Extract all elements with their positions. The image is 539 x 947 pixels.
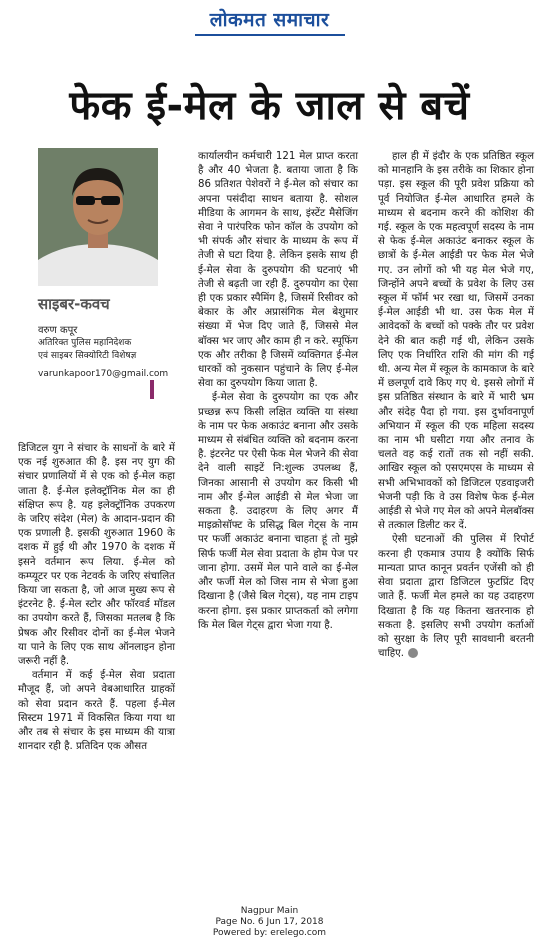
author-photo [38, 148, 158, 286]
masthead [0, 6, 539, 36]
author-byline [38, 324, 168, 381]
masthead-title: लोकमत समाचार [209, 9, 330, 31]
accent-bar [150, 380, 154, 399]
end-mark-icon [408, 648, 418, 658]
paragraph: ई-मेल सेवा के दुरुपयोग का एक और प्रच्छन्न रूप किसी लक्षित व्यक्ति या संस्था के नाम पर फेक अकाउंट बनाना और उसके माध्यम से संबंधित व्यक्ति को बदनाम करना है. इंटरनेट पर ऐसी फेक मेल भेजने की सेवा देने वाली साइटें नि:शुल्क उपलब्ध हैं, जिनका आसानी से उपयोग कर किसी भी नाम और ई-मेल आईडी से मेल भेजा जा सकता है. उदाहरण के लिए अगर मैं माइक्रोसॉफ्ट के प्रसिद्ध बिल गेट्स के नाम पर फर्जी अकाउंट बनाना चाहता हूं तो मुझे सिर्फ फर्जी मेल सेवा प्रदाता के होम पेज पर जाना होगा. उसमें मेल पाने वाले का ई-मेल और फर्जी मेल को जिस नाम से भेजा हुआ दिखाना है (जैसे बिल गेट्स), यह नाम टाइप करना होगा. इस प्रकार प्राप्तकर्ता को लगेगा कि मेल बिल गेट्स द्वारा भेजा गया है. [198, 392, 358, 631]
masthead-underline [195, 34, 345, 36]
page-footer [0, 906, 539, 939]
edition-name: Nagpur Main [240, 906, 299, 916]
paragraph [378, 533, 534, 661]
powered-by: Powered by: erelego.com [212, 928, 327, 938]
column-tag: साइबर-कवच [38, 295, 110, 313]
article-column-1 [18, 442, 175, 754]
page-info: Page No. 6 Jun 17, 2018 [215, 917, 324, 927]
article-headline: फेक ई-मेल के जाल से बचें [69, 83, 470, 129]
paragraph-text: ऐसी घटनाओं की पुलिस में रिपोर्ट करना ही एकमात्र उपाय है क्योंकि सिर्फ मान्यता प्राप्त कानून प्रवर्तन एजेंसी को ही सेवा प्रदाता द्वारा डिजिटल फुटप्रिंट दिए जाते हैं. फर्जी मेल हमले का यह उदाहरण दिखाता है कि यह कितना खतरनाक हो सकता है. इसलिए सभी उपयोग कर्ताओं को सुरक्षा के लिए पूरी सावधानी बरतनी चाहिए. [378, 534, 534, 660]
author-title-1: अतिरिक्त पुलिस महानिदेशक [38, 338, 132, 348]
article-column-3 [378, 150, 534, 661]
paragraph: वर्तमान में कई ई-मेल सेवा प्रदाता मौजूद हैं, जो अपने वेबआधारित ग्राहकों को सेवा प्रदान करते हैं. पहला ई-मेल सिस्टम 1971 में विकसित किया गया था और तब से संचार के इस माध्यम की यात्रा शानदार रही है. प्रतिदिन एक औसत [18, 670, 175, 753]
author-name: वरुण कपूर [38, 325, 78, 336]
article-column-2 [198, 150, 358, 633]
author-email: varunkapoor170@gmail.com [38, 369, 169, 379]
paragraph: डिजिटल युग ने संचार के साधनों के बारे में एक नई शुरुआत की है. इस नए युग की संचार प्रणालियों में से एक को ई-मेल कहा जाता है. ई-मेल इलेक्ट्रॉनिक मेल का ही संक्षिप्त रूप है. यह इलेक्ट्रॉनिक उपकरण के जरिए संदेश (मेल) के आदान-प्रदान की एक प्रणाली है. इसकी शुरुआत 1960 के दशक में हुई थी और 1970 के दशक में इसने वर्तमान रूप लिया. ई-मेल को कम्प्यूटर पर एक नेटवर्क के जरिए संचालित किया जा सकता है, जो आज मुख्य रूप से इंटरनेट है. ई-मेल स्टोर और फॉरवर्ड मॉडल का उपयोग करते हैं, जिसका मतलब है कि प्रेषक और रिसीवर दोनों का ई-मेल भेजने या पाने के लिए एक साथ ऑनलाइन होना जरूरी नहीं है. [18, 443, 175, 668]
author-portrait-illustration [38, 148, 158, 286]
paragraph: कार्यालयीन कर्मचारी 121 मेल प्राप्त करता है और 40 भेजता है. बताया जाता है कि 86 प्रतिशत पेशेवरों ने ई-मेल को संचार का अपना पसंदीदा साधन बताया है. सोशल मीडिया के आगमन के साथ, इंस्टेंट मैसेजिंग सेवा ने पारंपरिक फोन कॉल के उपयोग को भी संपर्क और संचार के माध्यम के रूप में तेजी से घटा दिया है. लेकिन इसके साथ ही ई-मेल सेवा के दुरुपयोग की घटनाएं भी तेजी से बढ़ती जा रही हैं. दुरुपयोग का ऐसा ही एक प्रकार स्पैमिंग है, जिसमें रिसीवर को बेकार के और अप्रासंगिक मेल बेशुमार संख्या में भेज दिए जाते हैं, जिससे मेल बॉक्स भर जाए और काम ही न करे. स्पूफिंग एक और तरीका है जिसमें व्यक्तिगत ई-मेल धारकों को नुकसान पहुंचाने के लिए ई-मेल सेवा का दुरुपयोग किया जाता है. [198, 151, 358, 390]
author-title-2: एवं साइबर सिक्योरिटी विशेषज्ञ [38, 351, 137, 361]
paragraph: हाल ही में इंदौर के एक प्रतिष्ठित स्कूल को मानहानि के इस तरीके का शिकार होना पड़ा. इस स्कूल की पूरी प्रवेश प्रक्रिया को पूर्व नियोजित ई-मेल आधारित हमले के माध्यम से बदनाम करने की कोशिश की गई. स्कूल के एक महत्वपूर्ण सदस्य के नाम से फेक ई-मेल अकाउंट बनाकर स्कूल के छात्रों के ई-मेल आईडी पर फेक मेल भेजे गए. उन लोगों को भी यह मेल भेजे गए, जिन्होंने अपने बच्चों के प्रवेश के लिए उस स्कूल में फॉर्म भर रखा था, जिसमें उनका ई-मेल आईडी भी था. उस फेक मेल में आवेदकों के बच्चों को पक्के तौर पर प्रवेश देने की बात कही गई थी, लेकिन उसके लिए एक निर्धारित राशि की मांग की गई थी. अन्य मेल में स्कूल के कामकाज के बारे में छलपूर्ण दावे किए गए थे. इससे लोगों में इस प्रतिष्ठित संस्थान के बारे में भारी भ्रम और संदेह पैदा हो गया. इस दुर्भावनापूर्ण अभियान में स्कूल की एक महिला सदस्य का नाम भी घसीटा गया और तनाव के चलते वह कई रातों तक सो नहीं सकी. आखिर स्कूल को एसएमएस के माध्यम से सभी अभिभावकों को डिजिटल एडवाइजरी भेजनी पड़ी कि वे उस विशेष फेक ई-मेल आईडी से भेजे गए मेल को अपने मेलबॉक्स से तत्काल डिलीट कर दें. [378, 151, 534, 532]
